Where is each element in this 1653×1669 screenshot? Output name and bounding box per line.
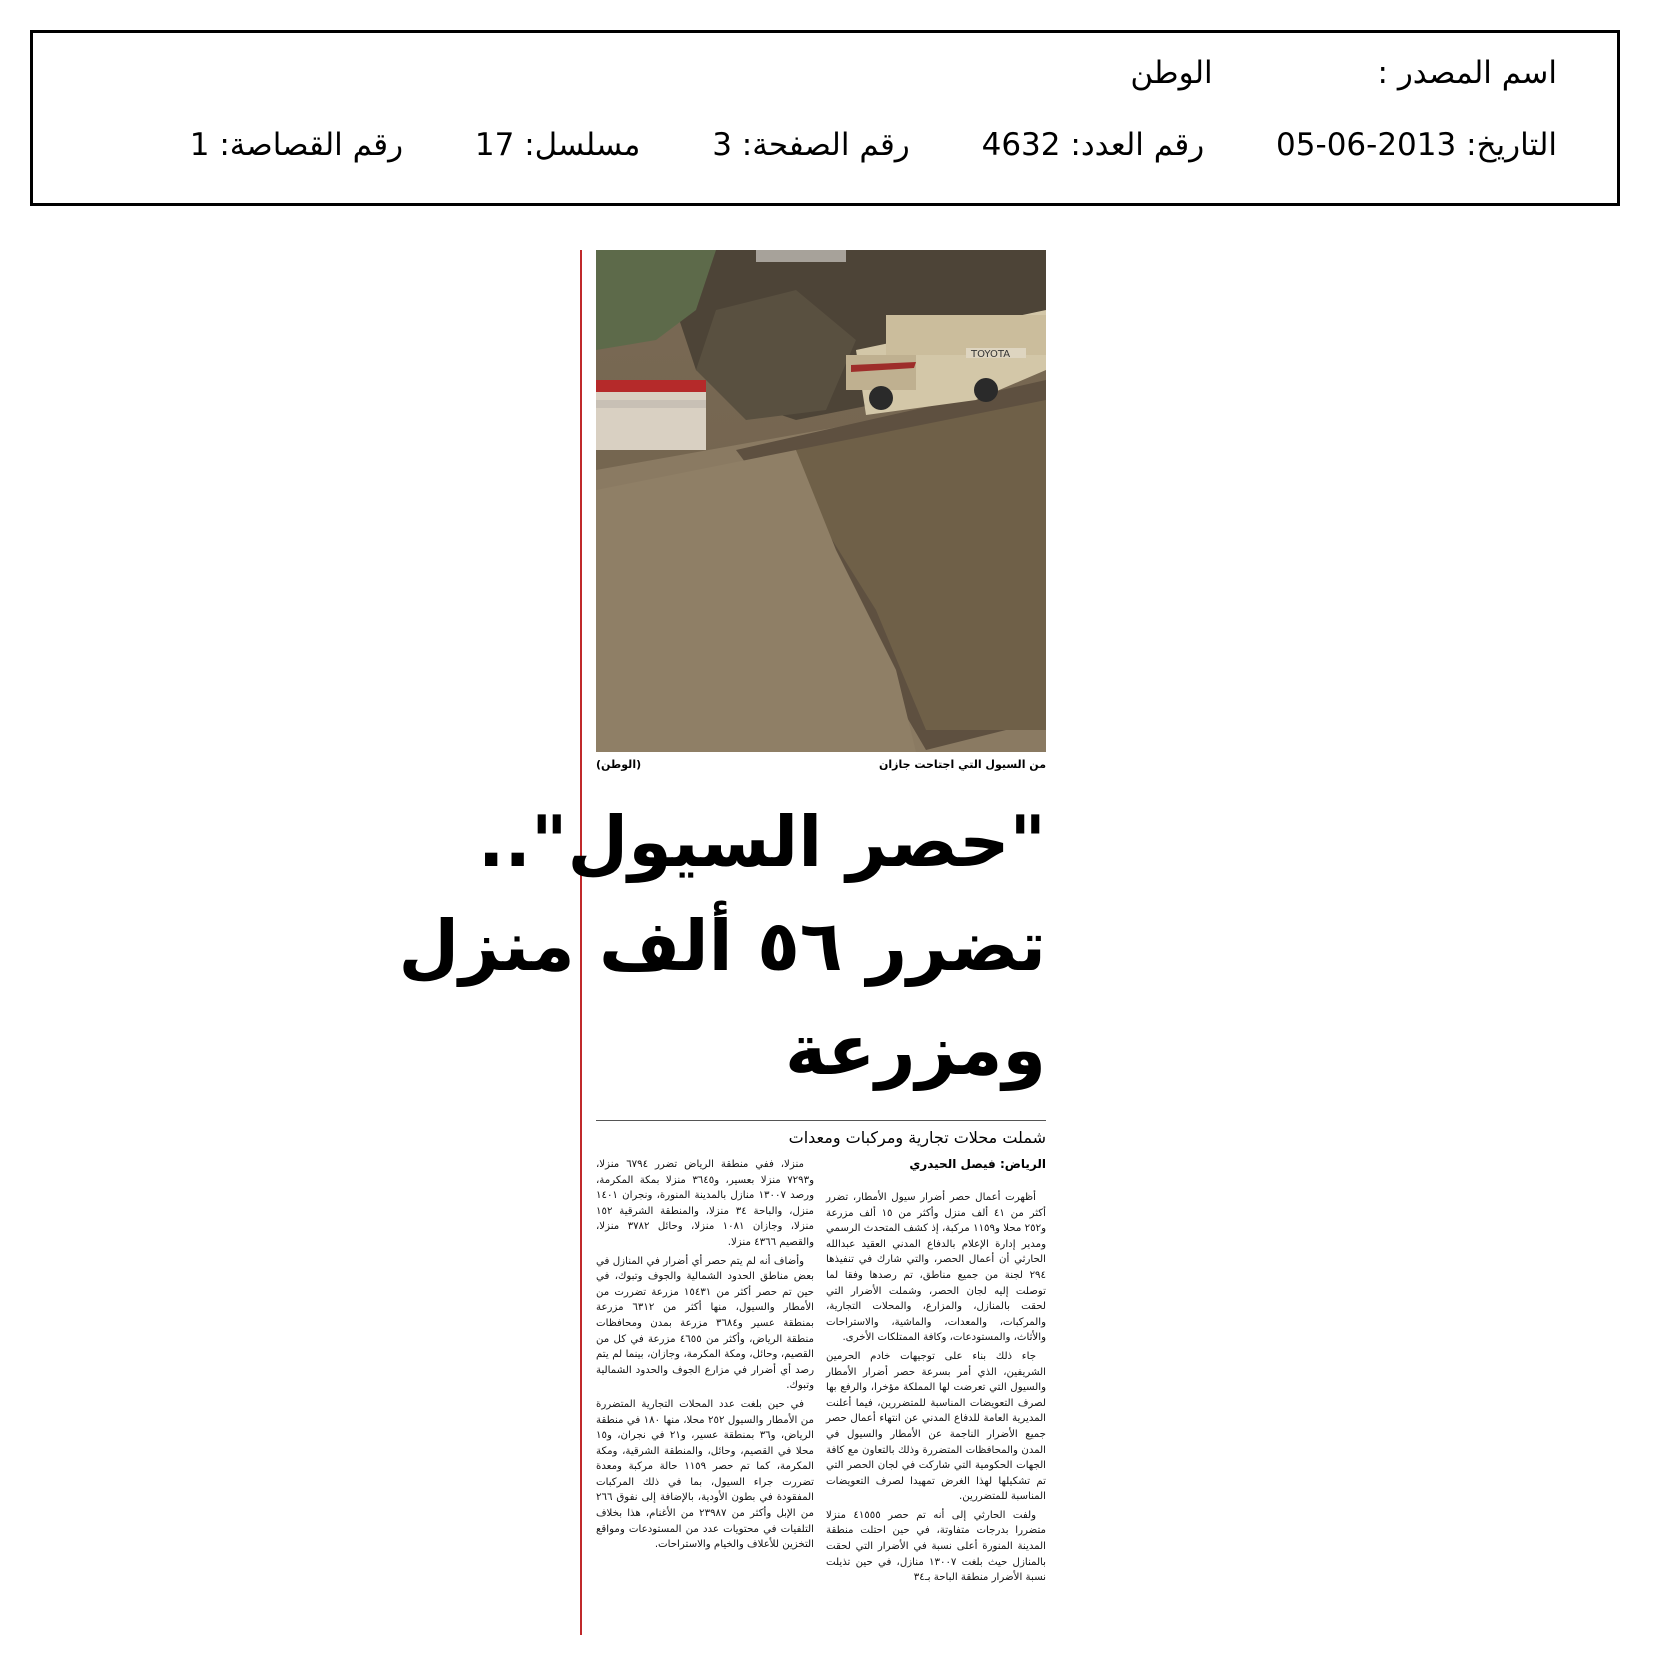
serial-field: مسلسل: 17: [474, 127, 641, 163]
page-number-field: رقم الصفحة: 3: [712, 127, 910, 163]
paragraph: وأضاف أنه لم يتم حصر أي أضرار في المنازل في بعض مناطق الحدود الشمالية والجوف وتبوك، في حين تم حصر أكثر من ١٥٤٣١ مزرعة تضررت من الأمطار والسيول، منها أكثر من ٦٣١٢ مزرعة بمنطقة عسير و٣٦٨٤ مزرعة بمدن ومحافظات منطقة الرياض، وأكثر من ٤٦٥٥ مزرعة في كل من القصيم، وحائل، ومكة المكرمة، وجازان، بينما لم يتم رصد أي أضرار في مزارع الجوف والحدود الشمالية وتبوك.: [596, 1255, 815, 1392]
source-row: [1130, 55, 1557, 91]
photo-credit: (الوطن): [596, 758, 642, 771]
clip-number-field: رقم القصاصة: 1: [189, 127, 404, 163]
article-photo: [596, 250, 1046, 752]
headline-divider: [596, 1120, 1046, 1121]
source-info-box: [30, 30, 1620, 206]
paragraph: أظهرت أعمال حصر أضرار سيول الأمطار، تضرر أكثر من ٤١ ألف منزل وأكثر من ١٥ ألف مزرعة و٢٥٢ محلا و١١٥٩ مركبة، إذ كشف المتحدث الرسمي ومدير إدارة الإعلام بالدفاع المدني العقيد عبدالله الحارثي أن أعمال الحصر، والتي شارك في تنفيذها ٢٩٤ لجنة من جميع مناطق، تم رصدها وفقا لما توصلت إليه لجان الحصر، وشملت الأضرار التي لحقت بالمنازل، والمزارع، والمحلات التجارية، والمركبات، والمعدات، والماشية، والاستراحات والأثاث، والمستودعات، وكافة الممتلكات الأخرى.: [826, 1192, 1046, 1344]
headline-line-3: ومزرعة: [785, 1009, 1046, 1091]
source-label: اسم المصدر :: [1377, 55, 1557, 91]
vehicle-brand-text: TOYOTA: [971, 349, 1011, 360]
paragraph: في حين بلغت عدد المحلات التجارية المتضررة من الأمطار والسيول ٢٥٢ محلا، منها ١٨٠ في منطقة الرياض، و٣٦ بمنطقة عسير، و٢١ في نجران، و١٥ محلا في القصيم، وحائل، والمنطقة الشرقية، ومكة المكرمة، كما تم حصر ١١٥٩ حالة مركبة ومعدة تضررت جراء السيول، بما في ذلك المركبات المفقودة في بطون الأودية، بالإضافة إلى نفوق ٢٦٦ من الإبل وأكثر من ٢٣٩٨٧ من الأغنام، هذا بخلاف التلفيات في محتويات عدد من المستودعات ومواقع التخزين للأعلاف والخيام والاستراحات.: [596, 1398, 814, 1551]
article-column-right: [826, 1190, 1046, 1589]
issue-number-field: رقم العدد: 4632: [981, 127, 1205, 163]
paragraph: منزلا، ففي منطقة الرياض تضرر ٦٧٩٤ منزلا، و٧٢٩٣ منزلا بعسير، و٣٦٤٥ منزلا بمكة المكرمة، ورصد ١٣٠٠٧ منازل بالمدينة المنورة، ونجران ١٤٠١ منزل، والباحة ٣٤ منزلا، والمنطقة الشرقية ١٥٢ منزلا، وجازان ١٠٨١ منزلا، وحائل ٣٧٨٢ منزلا، والقصيم ٤٣٦٦ منزلا.: [596, 1159, 814, 1248]
source-value: الوطن: [1130, 55, 1213, 91]
photo-caption: من السيول التي اجتاحت جازان: [878, 758, 1046, 771]
headline-line-2: تضرر ٥٦ ألف منزل: [398, 905, 1046, 987]
date-field: التاريخ: 2013-06-05: [1276, 127, 1557, 163]
metadata-row: [190, 127, 1557, 163]
paragraph: جاء ذلك بناء على توجيهات خادم الحرمين الشريفين، الذي أمر بسرعة حصر أضرار الأمطار والسيول التي تعرضت لها المملكة مؤخرا، والرفع بها لصرف التعويضات المناسبة للمتضررين، فيما أعلنت المديرية العامة للدفاع المدني عن انتهاء أعمال حصر جميع الأضرار الناجمة عن الأمطار والسيول في المدن والمحافظات المتضررة وذلك بالتعاون مع كافة الجهات الحكومية التي شاركت في لجان الحصر التي تم تشكيلها لهذا الغرض تمهيدا لصرف التعويضات المناسبة للمتضررين.: [826, 1350, 1046, 1503]
flood-photo-illustration: [596, 250, 1046, 752]
article-headline: [398, 790, 1046, 1102]
paragraph: ولفت الحارثي إلى أنه تم حصر ٤١٥٥٥ منزلا متضررا بدرجات متفاوتة، في حين احتلت منطقة المدينة المنورة أعلى نسبة في الأضرار التي لحقت بالمنازل حيث بلغت ١٣٠٠٧ منازل، في حين تذيلت نسبة الأضرار منطقة الباحة بـ٣٤: [826, 1509, 1046, 1584]
headline-line-1: "حصر السيول"..: [477, 801, 1046, 883]
article-byline: الرياض: فيصل الحيدري: [909, 1157, 1046, 1171]
article-subheadline: شملت محلات تجارية ومركبات ومعدات: [788, 1128, 1046, 1147]
photo-caption-row: [596, 758, 1046, 774]
article-column-left: [596, 1157, 814, 1556]
